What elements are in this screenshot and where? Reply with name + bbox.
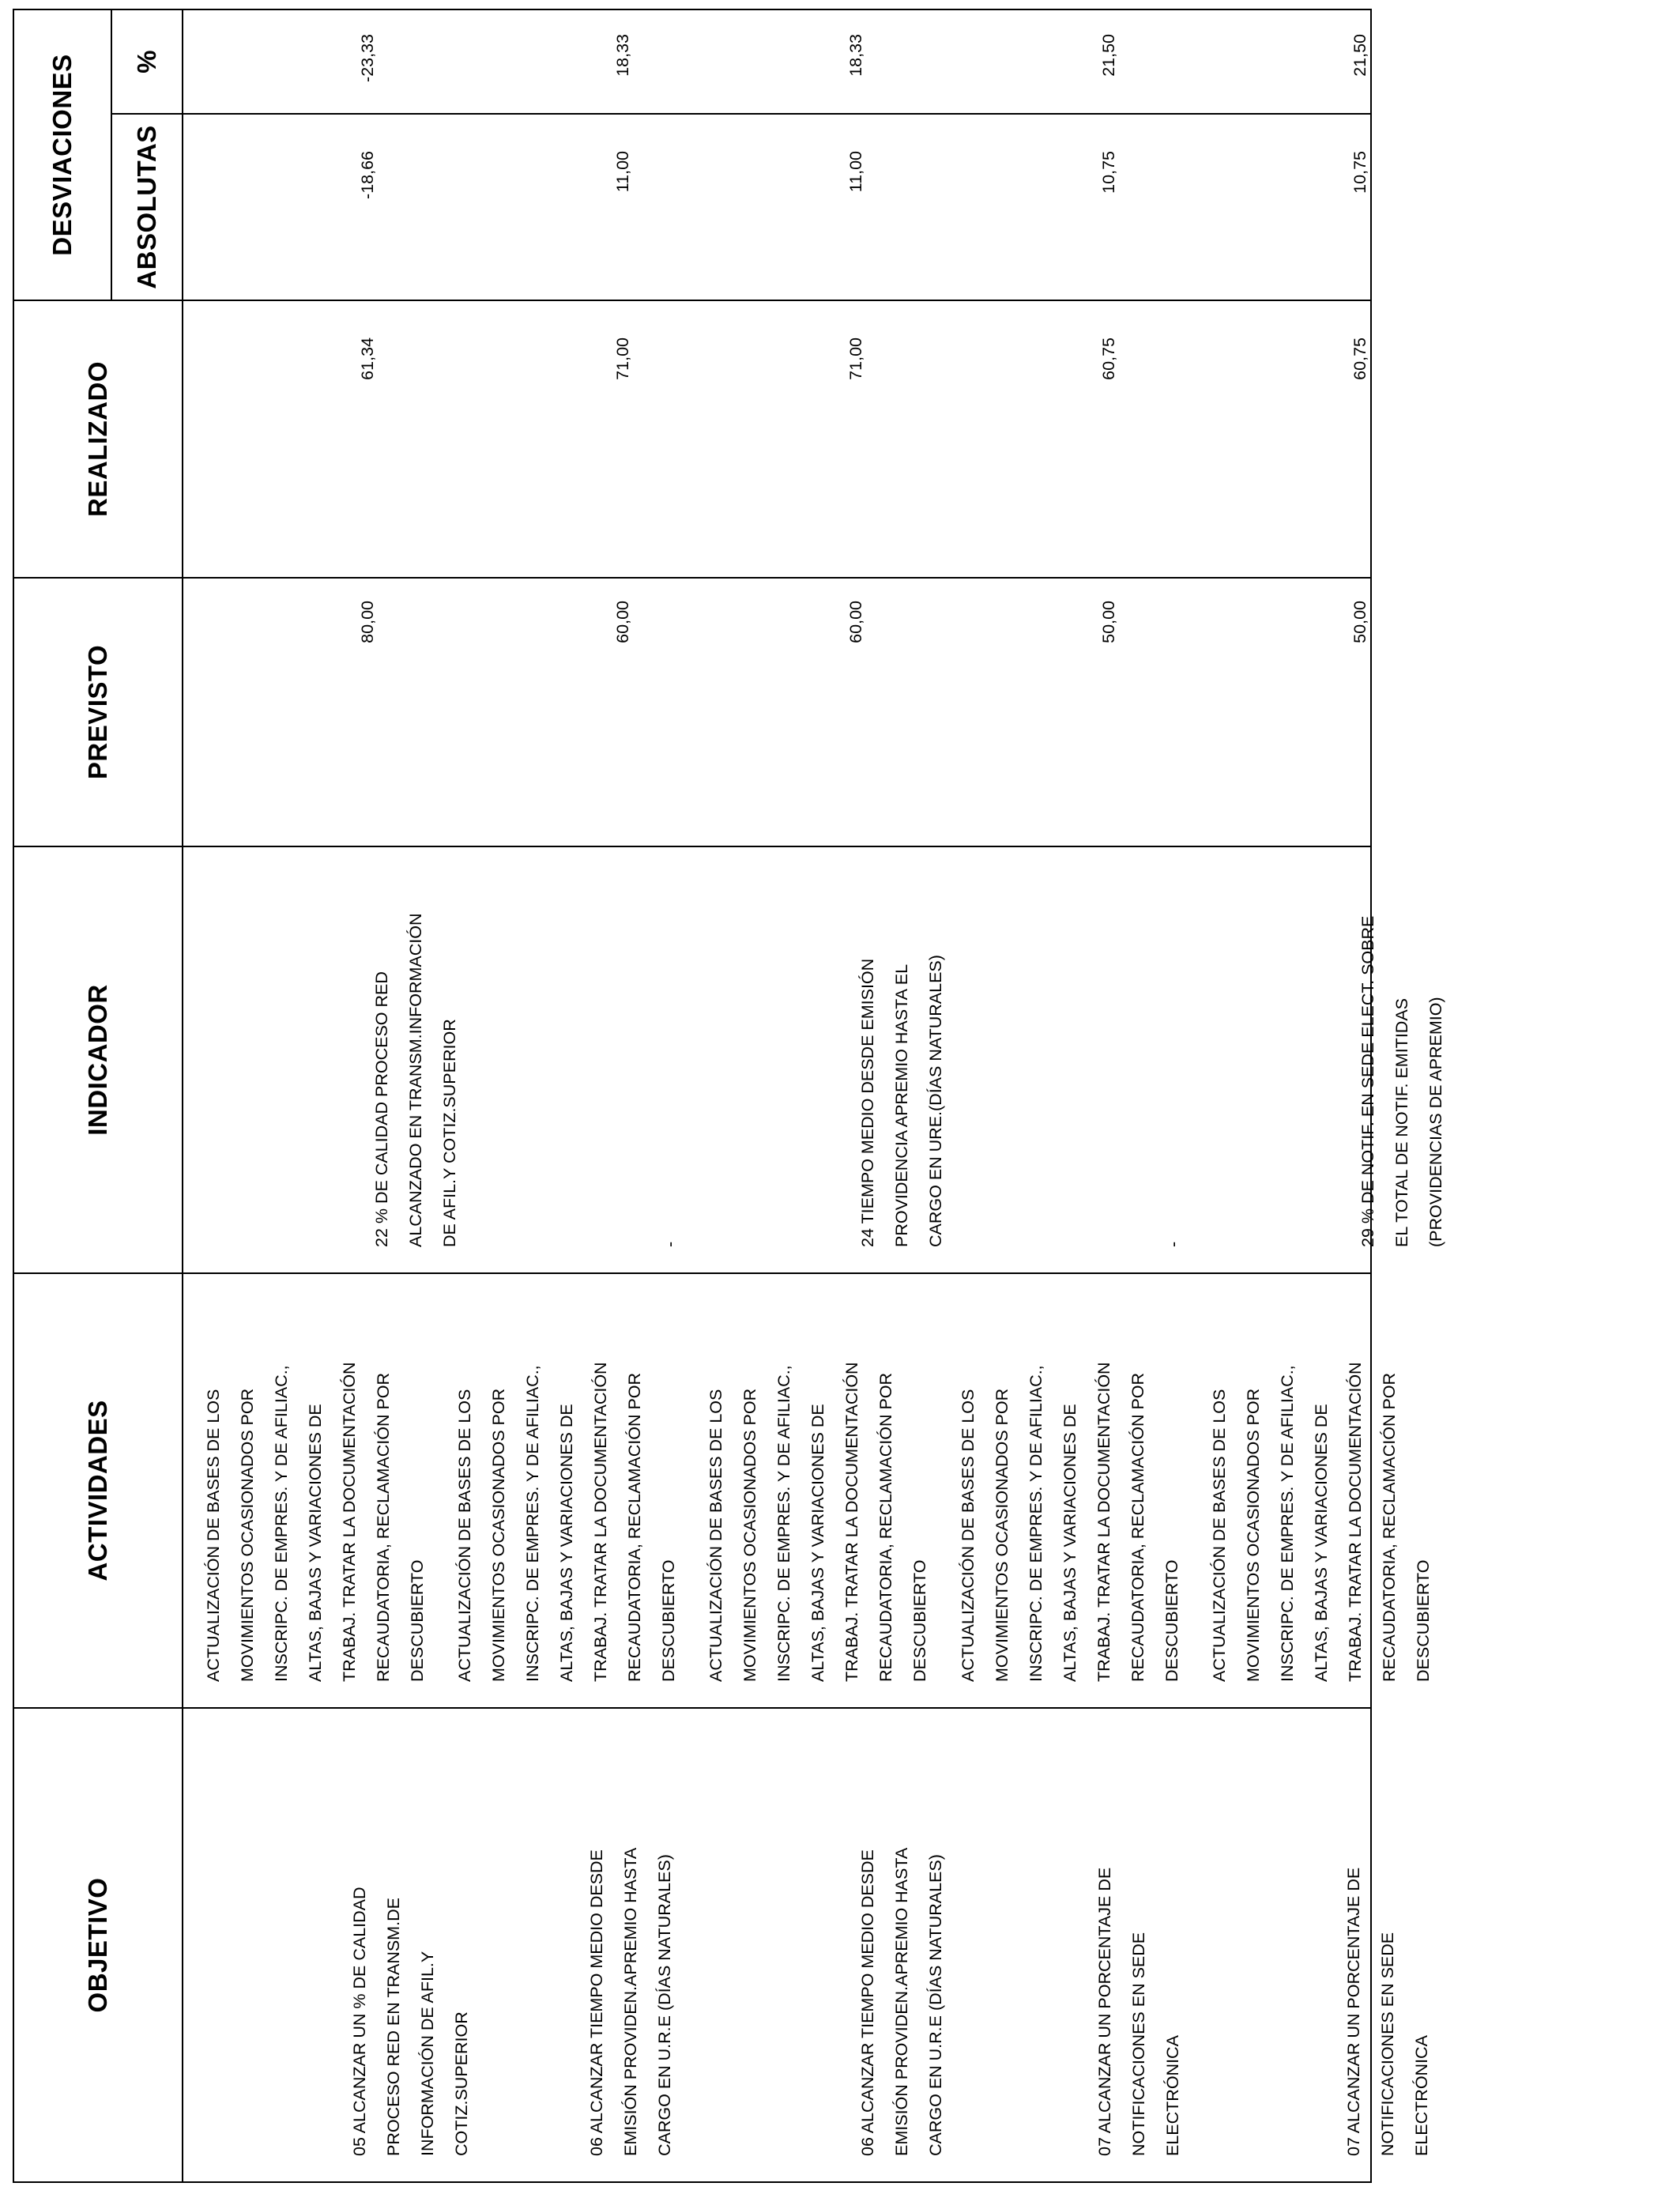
porcentaje-cell — [183, 9, 1371, 114]
header-objetivo: OBJETIVO — [13, 1708, 183, 2182]
realizado-2: 71,00 — [613, 337, 632, 380]
porcentaje-1: -23,33 — [358, 33, 377, 82]
actividades-cell — [183, 1273, 1433, 1708]
objetivo-07a: 07 ALCANZAR UN PORCENTAJE DE NOTIFICACIONES EN SEDE ELECTRÓNICA — [1095, 1867, 1182, 2156]
porcentaje-2: 18,33 — [613, 33, 632, 77]
absolutas-5: 10,75 — [1350, 151, 1369, 194]
actividades-3: ACTUALIZACIÓN DE BASES DE LOS MOVIMIENTOS OCASIONADOS POR INSCRIPC. DE EMPRES. Y DE AFILIAC., ALTAS, BAJAS Y VARIACIONES DE TRABAJ. TRATAR LA DOCUMENTACIÓN RECAUDATORIA, RECLAMACIÓN POR DESCUBIERTO — [706, 1362, 929, 1682]
previsto-2: 60,00 — [613, 601, 632, 643]
absolutas-1: -18,66 — [358, 151, 377, 199]
objetivo-06a: 06 ALCANZAR TIEMPO MEDIO DESDE EMISIÓN PROVIDEN.APREMIO HASTA CARGO EN U.R.E (DÍAS NATURALES) — [587, 1847, 674, 2156]
realizado-cell — [183, 300, 1371, 578]
previsto-5: 50,00 — [1350, 601, 1369, 643]
actividades-4: ACTUALIZACIÓN DE BASES DE LOS MOVIMIENTOS OCASIONADOS POR INSCRIPC. DE EMPRES. Y DE AFILIAC., ALTAS, BAJAS Y VARIACIONES DE TRABAJ. TRATAR LA DOCUMENTACIÓN RECAUDATORIA, RECLAMACIÓN POR DESCUBIERTO — [959, 1362, 1181, 1682]
previsto-1: 80,00 — [358, 601, 377, 643]
absolutas-2: 11,00 — [613, 151, 632, 193]
porcentaje-5: 21,50 — [1350, 33, 1369, 77]
indicador-cell — [183, 846, 1445, 1273]
indicador-5: 29 % DE NOTIF. EN SEDE ELECT. SOBRE EL TOTAL DE NOTIF. EMITIDAS (PROVIDENCIAS DE APREMIO) — [1358, 915, 1445, 1247]
header-indicador: INDICADOR — [13, 846, 183, 1273]
objetivo-cell — [183, 1708, 1431, 2182]
indicador-2: - — [661, 1241, 680, 1247]
objectives-table — [13, 9, 1445, 2183]
objetivo-06b: 06 ALCANZAR TIEMPO MEDIO DESDE EMISIÓN PROVIDEN.APREMIO HASTA CARGO EN U.R.E (DÍAS NATURALES) — [858, 1847, 945, 2156]
header-previsto: PREVISTO — [13, 578, 183, 846]
actividades-2: ACTUALIZACIÓN DE BASES DE LOS MOVIMIENTOS OCASIONADOS POR INSCRIPC. DE EMPRES. Y DE AFILIAC., ALTAS, BAJAS Y VARIACIONES DE TRABAJ. TRATAR LA DOCUMENTACIÓN RECAUDATORIA, RECLAMACIÓN POR DESCUBIERTO — [455, 1362, 678, 1682]
realizado-3: 71,00 — [846, 337, 865, 380]
actividades-5: ACTUALIZACIÓN DE BASES DE LOS MOVIMIENTOS OCASIONADOS POR INSCRIPC. DE EMPRES. Y DE AFILIAC., ALTAS, BAJAS Y VARIACIONES DE TRABAJ. TRATAR LA DOCUMENTACIÓN RECAUDATORIA, RECLAMACIÓN POR DESCUBIERTO — [1210, 1362, 1433, 1682]
header-porcentaje: % — [111, 9, 183, 114]
header-absolutas: ABSOLUTAS — [111, 114, 183, 300]
objetivo-07b: 07 ALCANZAR UN PORCENTAJE DE NOTIFICACIONES EN SEDE ELECTRÓNICA — [1344, 1867, 1431, 2156]
realizado-5: 60,75 — [1350, 337, 1369, 380]
realizado-4: 60,75 — [1099, 337, 1118, 380]
previsto-3: 60,00 — [846, 601, 865, 643]
indicador-3: 24 TIEMPO MEDIO DESDE EMISIÓN PROVIDENCIA APREMIO HASTA EL CARGO EN URE.(DÍAS NATURALES) — [858, 955, 945, 1247]
objetivo-05: 05 ALCANZAR UN % DE CALIDAD PROCESO RED EN TRANSM.DE INFORMACIÓN DE AFIL.Y COTIZ.SUPERIOR — [350, 1887, 471, 2156]
indicador-4: - — [1164, 1241, 1183, 1247]
previsto-4: 50,00 — [1099, 601, 1118, 643]
porcentaje-3: 18,33 — [846, 33, 865, 77]
header-realizado: REALIZADO — [13, 300, 183, 578]
porcentaje-4: 21,50 — [1099, 33, 1118, 77]
actividades-1: ACTUALIZACIÓN DE BASES DE LOS MOVIMIENTOS OCASIONADOS POR INSCRIPC. DE EMPRES. Y DE AFILIAC., ALTAS, BAJAS Y VARIACIONES DE TRABAJ. TRATAR LA DOCUMENTACIÓN RECAUDATORIA, RECLAMACIÓN POR DESCUBIERTO — [204, 1362, 427, 1682]
absolutas-4: 10,75 — [1099, 151, 1118, 194]
indicador-1: 22 % DE CALIDAD PROCESO RED ALCANZADO EN TRANSM.INFORMACIÓN DE AFIL.Y COTIZ.SUPERIOR — [372, 913, 459, 1247]
realizado-1: 61,34 — [358, 337, 377, 380]
absolutas-3: 11,00 — [846, 151, 865, 193]
header-actividades: ACTIVIDADES — [13, 1273, 183, 1708]
previsto-cell — [183, 578, 1371, 846]
absolutas-cell — [183, 114, 1371, 300]
header-desviaciones: DESVIACIONES — [13, 9, 111, 300]
